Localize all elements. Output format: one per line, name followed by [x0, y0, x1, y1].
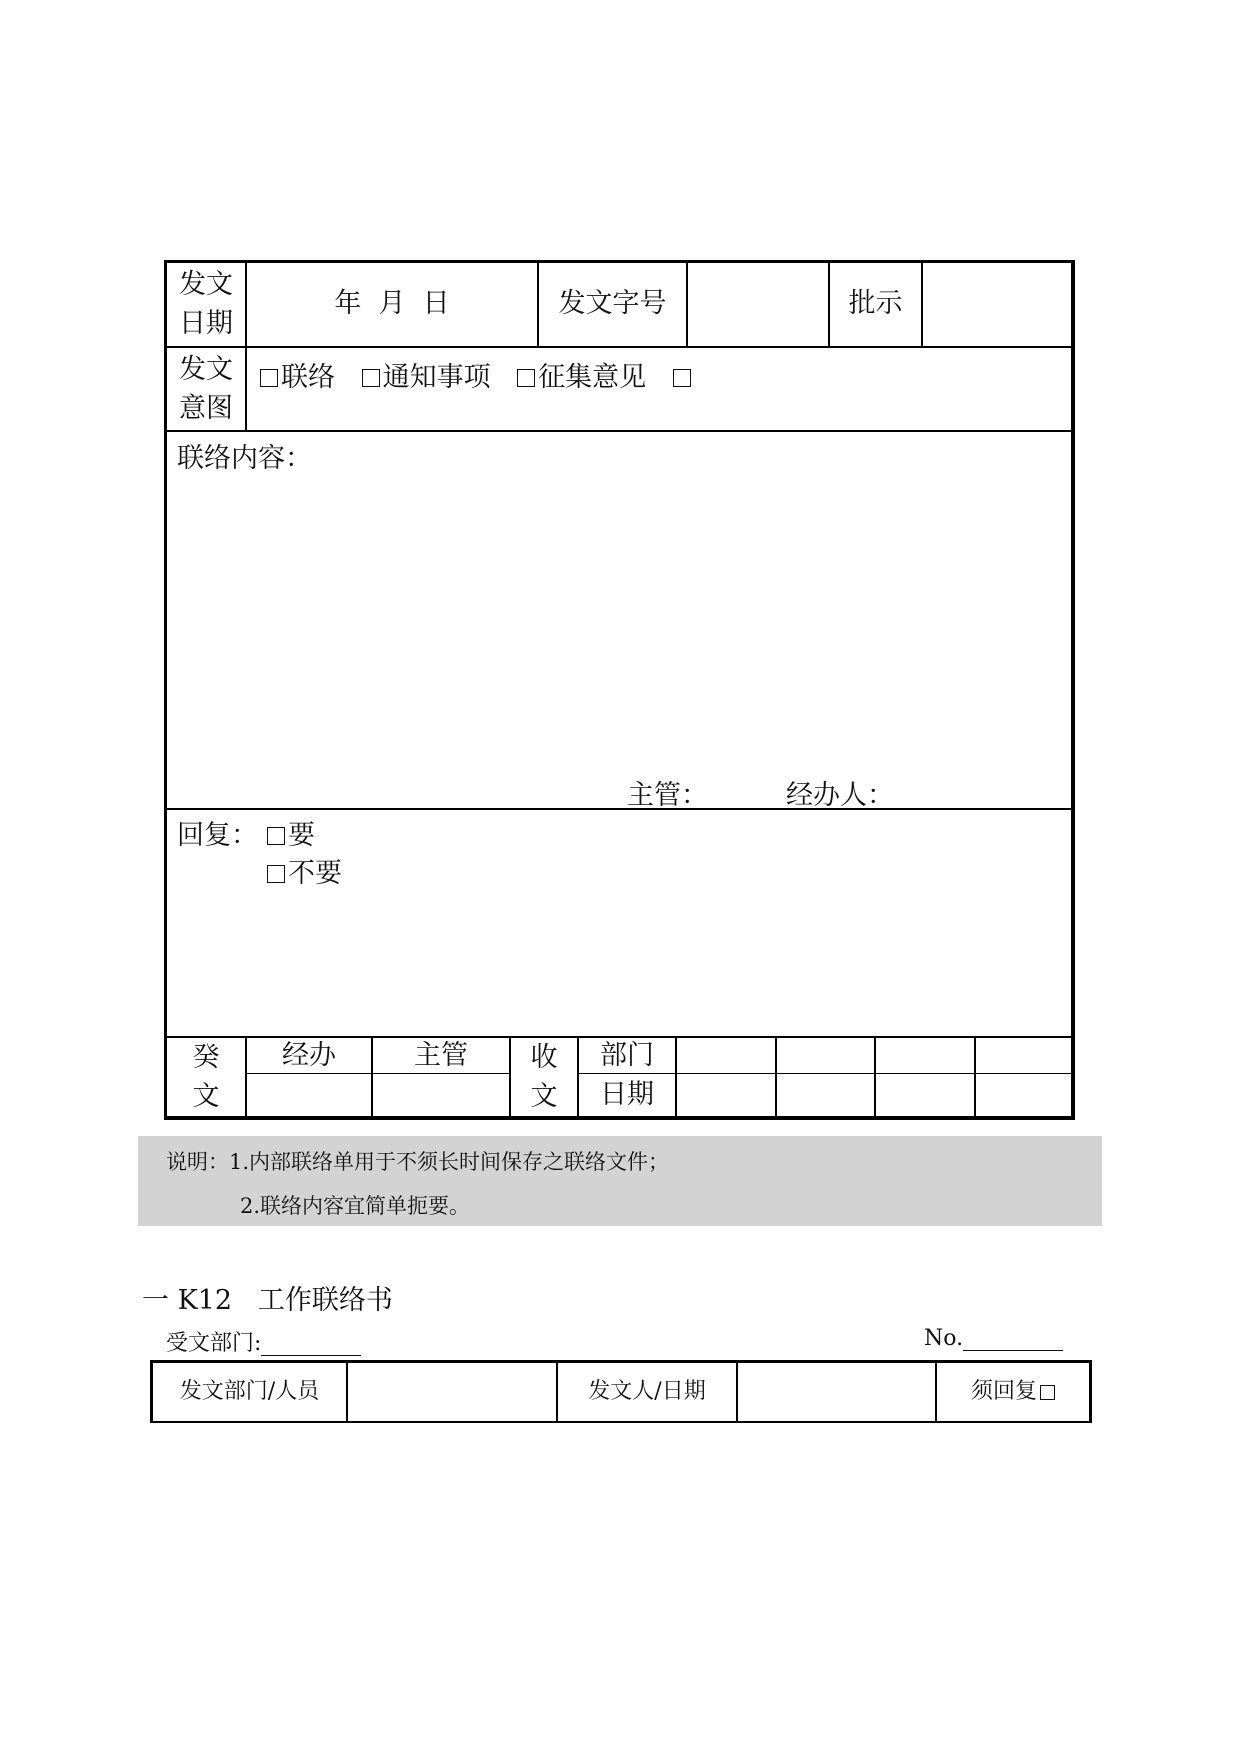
- receiving-department-field[interactable]: [261, 1335, 361, 1356]
- table-border-right: [1089, 1360, 1092, 1423]
- issue-date-field[interactable]: 年 月 日: [334, 288, 450, 320]
- supervisor-column-header: 主管: [414, 1039, 468, 1071]
- receive-department-label: 部门: [600, 1039, 654, 1071]
- document-number: No.: [924, 1326, 1063, 1351]
- purpose-option-notice[interactable]: 通知事项: [362, 362, 491, 393]
- receiving-department: 受文部门:: [166, 1326, 361, 1357]
- form-title: 一 K12 工作联络书: [142, 1285, 393, 1316]
- handler-column-header: 经办: [282, 1039, 336, 1071]
- col-divider: [675, 1036, 677, 1118]
- issue-date-label: 发文 日期: [179, 268, 233, 339]
- supervisor-signature-label: 主管：: [627, 780, 708, 811]
- content-body-field[interactable]: [170, 480, 1066, 770]
- reply-required-option[interactable]: 须回复: [937, 1363, 1089, 1421]
- note-line-1: 说明：1.内部联络单用于不须长时间保存之联络文件；: [166, 1150, 670, 1174]
- reply-label: 回复：: [177, 820, 258, 851]
- row-divider: [164, 346, 1075, 348]
- content-label: 联络内容：: [177, 443, 312, 474]
- send-section-label: 癸 文: [192, 1041, 220, 1112]
- row-divider: [164, 808, 1075, 810]
- doc-number-field[interactable]: [688, 262, 828, 346]
- col-divider: [874, 1036, 876, 1118]
- purpose-option-liaison[interactable]: 联络: [260, 362, 335, 393]
- checkbox[interactable]: [517, 369, 535, 387]
- checkbox[interactable]: [260, 369, 278, 387]
- receive-section-label: 收 文: [530, 1041, 558, 1112]
- checkbox[interactable]: [1040, 1385, 1055, 1400]
- sender-date-field[interactable]: [738, 1363, 935, 1421]
- doc-number-label: 发文字号: [558, 288, 667, 320]
- col-divider: [775, 1036, 777, 1118]
- checkbox[interactable]: [362, 369, 380, 387]
- supervisor-sign-field[interactable]: [373, 1074, 509, 1116]
- approval-field[interactable]: [923, 262, 1071, 346]
- notes-panel: [138, 1136, 1102, 1226]
- checkbox[interactable]: [267, 865, 285, 883]
- checkbox[interactable]: [267, 827, 285, 845]
- note-line-2: 2.联络内容宜简单扼要。: [240, 1194, 471, 1218]
- handler-sign-field[interactable]: [247, 1074, 371, 1116]
- form-border-right: [1071, 260, 1075, 1120]
- col-divider: [974, 1036, 976, 1118]
- reply-option-yes[interactable]: 要: [267, 813, 315, 852]
- sender-department-field[interactable]: [348, 1363, 556, 1421]
- handler-signature-label: 经办人：: [786, 780, 894, 811]
- row-divider: [164, 430, 1075, 432]
- form-border-bottom: [164, 1116, 1075, 1120]
- reply-option-no[interactable]: 不要: [267, 851, 342, 890]
- sender-date-label: 发文人/日期: [588, 1378, 706, 1404]
- purpose-option-other[interactable]: [673, 362, 694, 393]
- sender-department-label: 发文部门/人员: [179, 1378, 320, 1404]
- approval-label: 批示: [848, 288, 903, 320]
- checkbox[interactable]: [673, 369, 691, 387]
- purpose-option-opinion[interactable]: 征集意见: [517, 362, 646, 393]
- purpose-label: 发文 意图: [179, 353, 233, 424]
- receive-date-label: 日期: [600, 1079, 654, 1111]
- purpose-options: [260, 355, 712, 394]
- document-number-field[interactable]: [963, 1330, 1063, 1351]
- table-border-bottom: [150, 1421, 1092, 1423]
